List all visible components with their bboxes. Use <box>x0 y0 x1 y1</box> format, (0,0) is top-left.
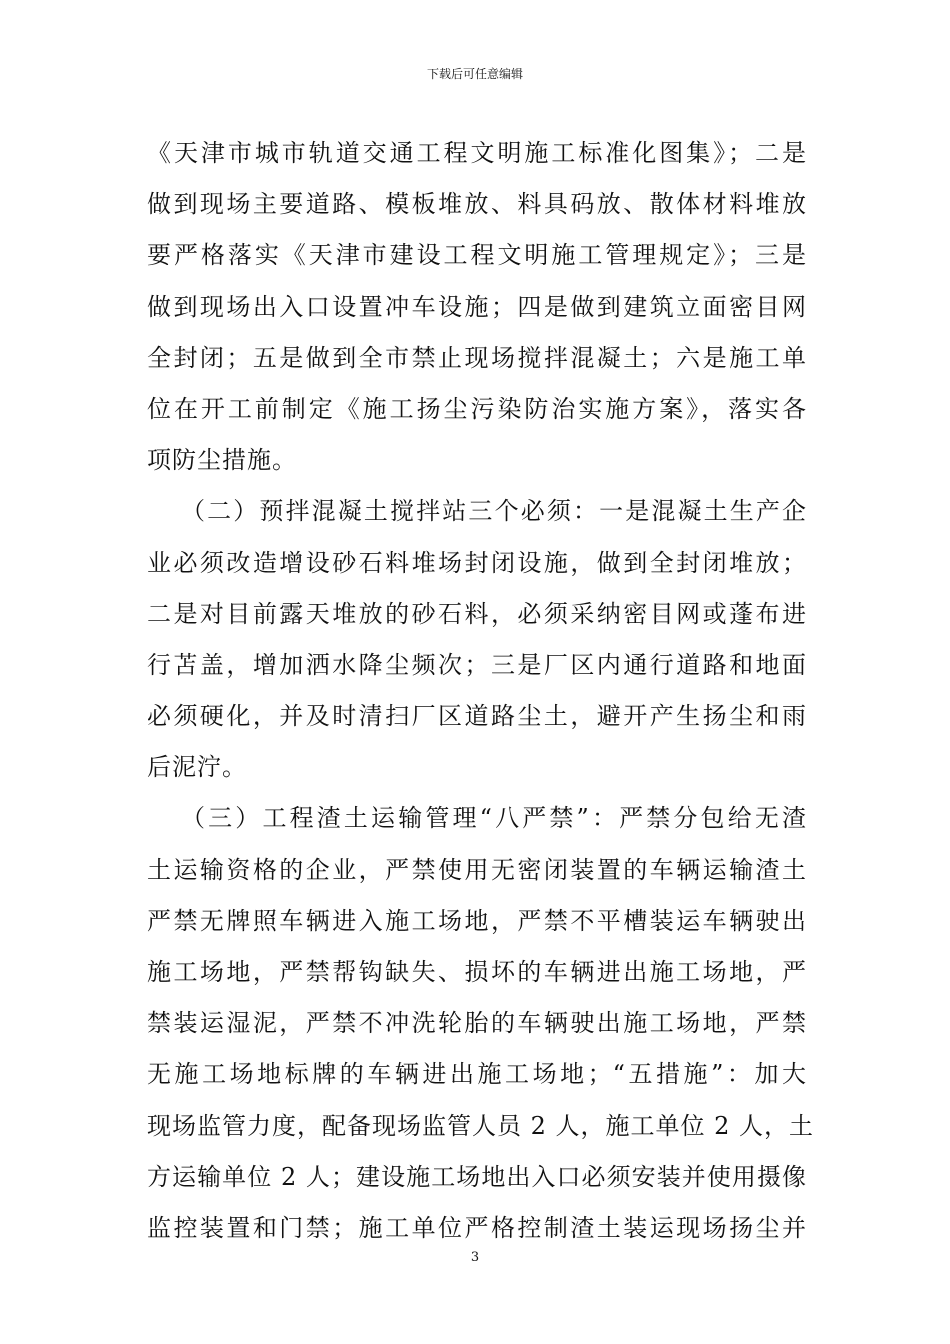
text-line: 土运输资格的企业，严禁使用无密闭装置的车辆运输渣土 <box>147 855 807 884</box>
text-line: 做到现场主要道路、模板堆放、料具码放、散体材料堆放 <box>147 190 807 219</box>
text-line: （二）预拌混凝土搅拌站三个必须：一是混凝土生产企 <box>181 497 807 526</box>
text-line: 方运输单位 2 人；建设施工场地出入口必须安装并使用摄像 <box>147 1162 807 1191</box>
text-line: 二是对目前露天堆放的砂石料，必须采纳密目网或蓬布进 <box>147 599 807 628</box>
text-line: 后泥泞。 <box>147 753 247 782</box>
text-line: 全封闭；五是做到全市禁止现场搅拌混凝土；六是施工单 <box>147 343 807 372</box>
document-body <box>147 128 815 1254</box>
text-line: 无施工场地标牌的车辆进出施工场地；“五措施”：加大 <box>147 1060 807 1089</box>
text-line: 施工场地，严禁帮钩缺失、损坏的车辆进出施工场地，严 <box>147 958 807 986</box>
text-line: 业必须改造增设砂石料堆场封闭设施，做到全封闭堆放； <box>147 548 807 577</box>
page-header: 下载后可任意编辑 <box>426 67 523 81</box>
text-line: 《天津市城市轨道交通工程文明施工标准化图集》；二是 <box>147 139 807 167</box>
text-line: （三）工程渣土运输管理“八严禁”：严禁分包给无渣 <box>181 804 807 833</box>
text-line: 做到现场出入口设置冲车设施；四是做到建筑立面密目网 <box>147 292 807 321</box>
text-line: 行苫盖，增加洒水降尘频次；三是厂区内通行道路和地面 <box>147 650 807 679</box>
text-line: 监控装置和门禁；施工单位严格控制渣土装运现场扬尘并 <box>147 1213 807 1242</box>
text-line: 要严格落实《天津市建设工程文明施工管理规定》；三是 <box>147 241 807 270</box>
text-line: 禁装运湿泥，严禁不冲洗轮胎的车辆驶出施工场地，严禁 <box>147 1009 807 1038</box>
text-line: 必须硬化，并及时清扫厂区道路尘土，避开产生扬尘和雨 <box>147 702 807 731</box>
text-line: 位在开工前制定《施工扬尘污染防治实施方案》，落实各 <box>147 394 807 423</box>
text-line: 严禁无牌照车辆进入施工场地，严禁不平槽装运车辆驶出 <box>147 906 807 935</box>
page-number: 3 <box>470 1250 480 1265</box>
text-line: 现场监管力度，配备现场监管人员 2 人，施工单位 2 人，土 <box>147 1111 815 1140</box>
text-line: 项防尘措施。 <box>147 446 297 475</box>
